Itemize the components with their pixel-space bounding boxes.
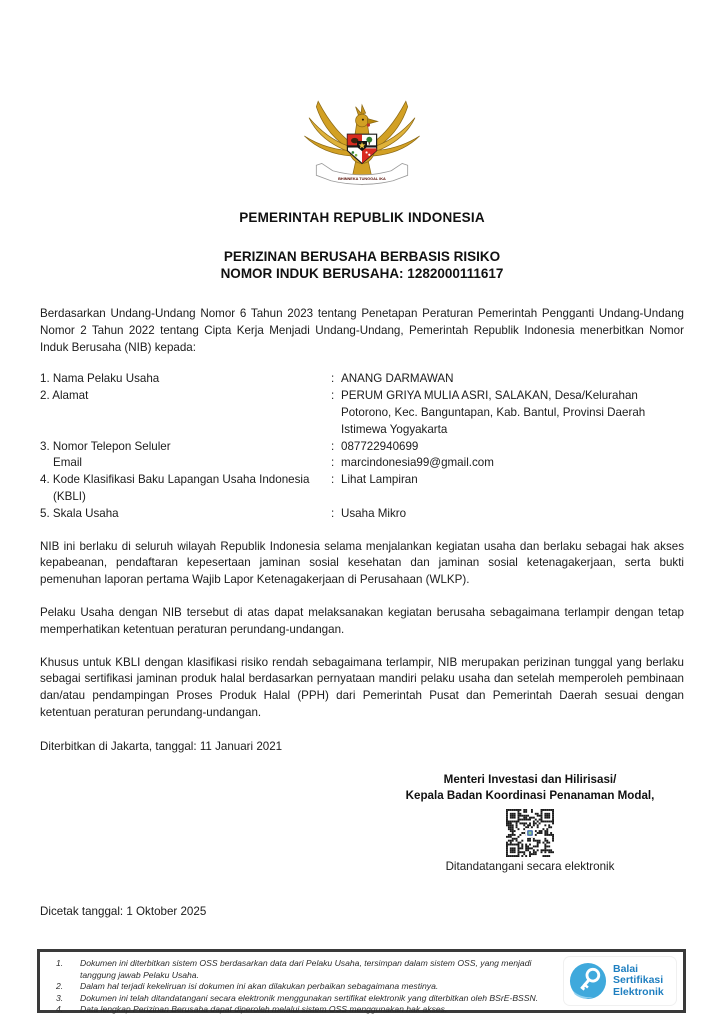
paragraph-nib-scope: NIB ini berlaku di seluruh wilayah Republik Indonesia selama menjalankan kegiatan usaha dan berlaku sebagai hak akses kepabeanan, pendaftaran kepesertaan jaminan sosial kesehatan dan jaminan sosial ketenagakerjaan, serta bukti pemenuhan laporan pertama Wajib Lapor Ketenagakerjaan di Perusahaan (WLKP).	[40, 539, 684, 587]
colon: :	[331, 389, 335, 403]
detail-row-skala	[40, 506, 684, 523]
note-text: Dokumen ini telah ditandatangani secara elektronik menggunakan sertifikat elektronik yang diterbitkan oleh BSrE-BSSN.	[80, 992, 539, 1003]
colon: :	[331, 456, 335, 470]
footer-note	[56, 1004, 565, 1016]
detail-row-email	[40, 455, 684, 472]
detail-row-nama	[40, 371, 684, 388]
detail-row-alamat	[40, 388, 684, 438]
note-number: 3.	[56, 992, 64, 1003]
bse-key-icon	[569, 962, 607, 1000]
footer-note	[56, 992, 565, 1005]
signatory-title-2: Kepala Badan Koordinasi Penanaman Modal,	[405, 788, 655, 802]
detail-label: 1. Nama Pelaku Usaha	[40, 372, 160, 386]
government-title: PEMERINTAH REPUBLIK INDONESIA	[239, 210, 485, 225]
detail-value: Usaha Mikro	[341, 506, 407, 520]
footer-note	[56, 958, 565, 981]
note-number: 4.	[56, 1004, 64, 1015]
detail-row-kbli	[40, 472, 684, 506]
intro-paragraph: Berdasarkan Undang-Undang Nomor 6 Tahun 2023 tentang Penetapan Peraturan Pemerintah Pengganti Undang-Undang Nomor 2 Tahun 2022 tentang Cipta Kerja Menjadi Undang-Undang, Pemerintah Republik Indonesia menerbitkan Nomor Induk Berusaha (NIB) kepada:	[40, 307, 684, 354]
note-text: Dokumen ini diterbitkan sistem OSS berdasarkan data dari Pelaku Usaha, tersimpan dalam sistem OSS, yang menjadi tanggung jawab Pelaku Usaha.	[80, 958, 532, 980]
note-text: Dalam hal terjadi kekeliruan isi dokumen ini akan dilakukan perbaikan sebagaimana mestinya.	[80, 981, 439, 992]
detail-value: marcindonesia99@gmail.com	[341, 456, 494, 470]
electronic-signature-note: Ditandatangani secara elektronik	[445, 859, 615, 873]
detail-label: Email	[53, 456, 82, 470]
detail-label: 5. Skala Usaha	[40, 506, 119, 520]
note-text: Data lengkap Perizinan Berusaha dapat diperoleh melalui sistem OSS menggunakan hak akses.	[80, 1004, 448, 1015]
signature-block	[376, 772, 684, 873]
detail-label: 2. Alamat	[40, 389, 89, 403]
emblem-motto-text: BHINNEKA TUNGGAL IKA	[338, 176, 386, 181]
printed-date-line: Dicetak tanggal: 1 Oktober 2025	[40, 904, 207, 918]
detail-label: 4. Kode Klasifikasi Baku Lapangan Usaha Indonesia (KBLI)	[40, 473, 310, 503]
detail-value: 087722940699	[341, 439, 419, 453]
detail-value: Lihat Lampiran	[341, 473, 418, 487]
balai-sertifikasi-elektronik-logo	[564, 957, 676, 1005]
footer-note	[56, 981, 565, 993]
business-details	[40, 371, 684, 522]
detail-row-telepon	[40, 439, 684, 456]
bse-text-line2: Sertifikasi	[613, 974, 664, 987]
colon: :	[331, 439, 335, 453]
note-number: 2.	[56, 981, 64, 992]
signatory-title-1: Menteri Investasi dan Hilirisasi/	[443, 772, 617, 786]
paragraph-pelaku-usaha: Pelaku Usaha dengan NIB tersebut di atas dapat melaksanakan kegiatan berusaha sebagaimana terlampir dengan tetap memperhatikan ketentuan peraturan perundang-undangan.	[40, 605, 684, 636]
bse-text-line3: Elektronik	[613, 985, 664, 998]
colon: :	[331, 473, 335, 487]
note-number: 1.	[56, 958, 64, 968]
qr-code-signature-icon	[506, 809, 554, 857]
detail-label: 3. Nomor Telepon Seluler	[40, 439, 171, 453]
document-title: PERIZINAN BERUSAHA BERBASIS RISIKO	[223, 249, 501, 264]
emblem-wrap	[40, 94, 684, 189]
colon: :	[331, 506, 335, 520]
paragraph-kbli-halal: Khusus untuk KBLI dengan klasifikasi risiko rendah sebagaimana terlampir, NIB merupakan perizinan tunggal yang berlaku sebagai sertifikasi jaminan produk halal berdasarkan pernyataan mandiri pelaku usaha dan setelah memperoleh pembinaan dan/atau pendampingan Proses Produk Halal (PPH) dari Pemerintah Pusat dan Pemerintah Daerah sesuai dengan ketentuan peraturan perundang-undangan.	[40, 655, 684, 719]
colon: :	[331, 372, 335, 386]
bse-text-line1: Balai	[613, 962, 639, 975]
footer-notes-box	[37, 949, 686, 1013]
garuda-pancasila-emblem	[298, 94, 426, 189]
issued-line: Diterbitkan di Jakarta, tanggal: 11 Januari 2021	[40, 739, 283, 753]
detail-value: ANANG DARMAWAN	[341, 372, 454, 386]
document-number: NOMOR INDUK BERUSAHA: 1282000111617	[220, 266, 504, 281]
detail-value: PERUM GRIYA MULIA ASRI, SALAKAN, Desa/Kelurahan Potorono, Kec. Banguntapan, Kab. Bantul, Provinsi Daerah Istimewa Yogyakarta	[341, 389, 646, 436]
